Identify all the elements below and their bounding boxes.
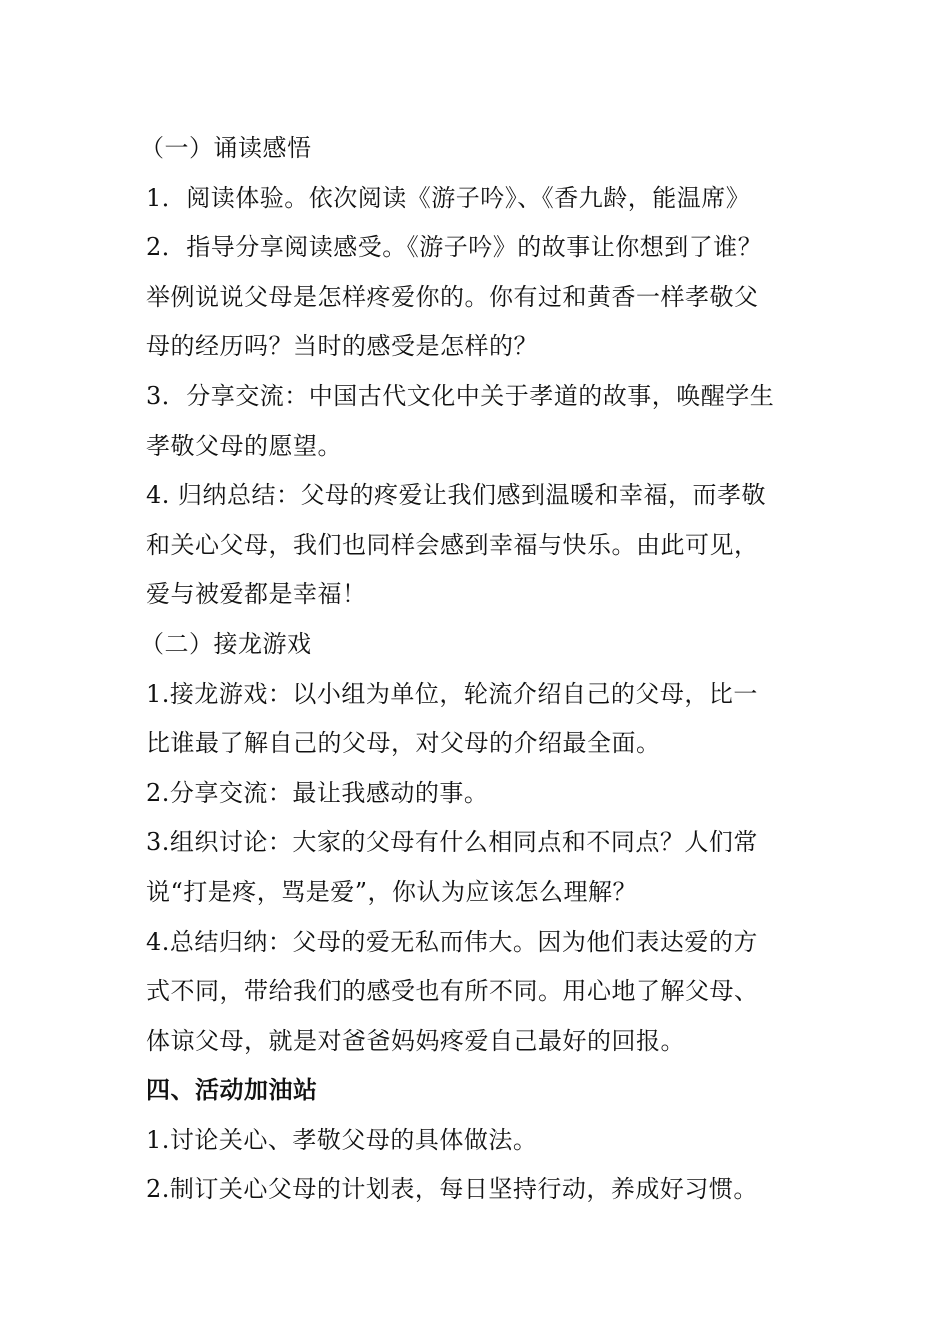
paragraph-line: 1.讨论关心、孝敬父母的具体做法。 [146,1125,538,1154]
paragraph-line: 体谅父母，就是对爸爸妈妈疼爱自己最好的回报。 [146,1026,685,1055]
paragraph-line: 比谁最了解自己的父母，对父母的介绍最全面。 [146,729,661,758]
paragraph-line: 孝敬父母的愿望。 [146,431,342,460]
section-heading-activity-station: 四、活动加油站 [146,1076,318,1105]
paragraph-line: 3．分享交流：中国古代文化中关于孝道的故事，唤醒学生 [146,381,775,410]
paragraph-line: 1．阅读体验。依次阅读《游子吟》、《香九龄，能温席》 [146,183,751,212]
paragraph-line: 爱与被爱都是幸福！ [146,580,367,609]
paragraph-line: 母的经历吗？当时的感受是怎样的？ [146,332,538,361]
paragraph-line: 说“打是疼，骂是爱”，你认为应该怎么理解？ [146,877,638,906]
paragraph-line: 2.制订关心父母的计划表，每日坚持行动，养成好习惯。 [146,1175,758,1204]
paragraph-line: 和关心父母，我们也同样会感到幸福与快乐。由此可见， [146,530,759,559]
paragraph-line: 2．指导分享阅读感受。《游子吟》的故事让你想到了谁？ [146,233,763,262]
paragraph-line: 4.总结归纳：父母的爱无私而伟大。因为他们表达爱的方 [146,927,758,956]
paragraph-line: 2.分享交流：最让我感动的事。 [146,778,489,807]
paragraph-line: 举例说说父母是怎样疼爱你的。你有过和黄香一样孝敬父 [146,282,759,311]
paragraph-line: 4. 归纳总结：父母的疼爱让我们感到温暖和幸福，而孝敬 [146,481,767,510]
paragraph-line: 3.组织讨论：大家的父母有什么相同点和不同点？人们常 [146,828,758,857]
section-heading-relay-game: （二）接龙游戏 [140,629,312,658]
document-body [140,124,814,1215]
paragraph-line: 式不同，带给我们的感受也有所不同。用心地了解父母、 [146,977,759,1006]
paragraph-line: 1.接龙游戏：以小组为单位，轮流介绍自己的父母，比一 [146,679,758,708]
section-heading-recite: （一）诵读感悟 [140,134,312,162]
